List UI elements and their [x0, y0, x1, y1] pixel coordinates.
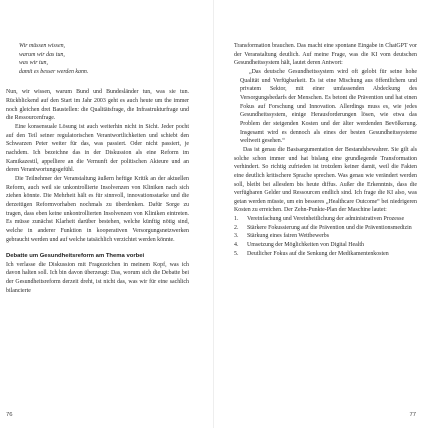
body-paragraph: Die Teilnehmer der Veranstaltung äußern heftige Kritik an der aktuellen Reform, auch weil sie unkontrollierte Insolvenzen von Kliniken nach sich ziehen könnte. Die Mehrheit hält es für sinnvoll, innovationsstarke und die derzeitigen Reformvorhaben nochmals zu überdenken. Dafür Sorge zu tragen, dass eben keine unkontrollierten Insolvenzen von Kliniken eintreten. Es müsse zunächst Klarheit darüber bestehen, welche künftig nötig sind, welche in anderer Funktion in kooperativen Versorgungsnetzwerken gebraucht werden und auf welche tatsächlich verzichtet werden könnte. [6, 175, 189, 243]
body-paragraph: Eine konsensuale Lösung ist auch weiterhin nicht in Sicht. Jeder pocht auf den Teil seiner regulatorischen Verantwortlichkeiten und schiebt den Schwarzen Peter weiter für das, was passiert. Oder nicht passiert, je nachdem. Ich bezeichne das in der Diskussion als eine Reform im Kamikazestil, appelliere an die Vernunft der politischen Akteure und an deren Verantwortungsgefühl. [6, 124, 189, 174]
list-number: 1. [234, 216, 239, 223]
list-item [234, 250, 417, 259]
right-page [214, 0, 428, 428]
body-paragraph: Nun, wir wissen, warum Bund und Bundesländer tun, was sie tun. Rückblickend auf den Start im Jahr 2003 geht es auch heute um the immer noch gleichen drei Baustellen: die Qualitätsfrage, die Infrastrukturfrage und die Ressourcenfrage. [6, 89, 189, 122]
list-text: Deutlicher Fokus auf die Senkung der Medikamentenkosten [247, 250, 389, 257]
poem-line: Wir müssen wissen, [19, 43, 65, 49]
list-item [234, 232, 417, 241]
list-text: Stärkere Fokussierung auf die Prävention und die Präventionsmedizin [247, 224, 412, 231]
poem-line: warum wir das tun, [19, 51, 65, 58]
epigraph-poem [19, 42, 189, 76]
ai-quote: „Das deutsche Gesundheitssystem wird oft gelobt für seine hohe Qualität und Verfügbarkeit. Es ist eine Mischung aus öffentlichem und privatem Sektor, mit einer umfassenden Abdeckung des Versorgungsbedarfs der Menschen. Es betont die Prävention und hat einen Fokus auf Forschung und Innovation. Allerdings muss es, wie jedes Gesundheitssystem, einige Herausforderungen lösen, wie etwa das Problem der steigenden Kosten und der älter werdenden Bevölkerung. Insgesamt wird es dennoch als eines der besten Gesundheitssysteme weltweit gesehen.“ [240, 68, 417, 145]
right-text-column [234, 42, 417, 258]
list-number: 5. [234, 250, 239, 257]
poem-line: damit es besser werden kann. [19, 68, 89, 75]
body-paragraph: Ich verlasse die Diskussion mit Fragezeichen in meinem Kopf, was ich davon halten soll. Ich bin davon überzeugt: Das, worum sich die Debatte bei der Gesundheitsreform derzeit dreht, ist nicht das, was wir für eine sachlich bilancierte [6, 261, 189, 294]
list-item [234, 224, 417, 233]
list-text: Vereinfachung und Vereinheitlichung der administrativen Prozesse [247, 216, 405, 223]
body-paragraph: Transformation brauchen. Das macht eine spontane Eingabe in ChatGPT vor der Veranstaltung deutlich. Auf meine Frage, was die KI vom deutschen Gesundheitssystem hält, lautet deren Antwort: [234, 43, 417, 67]
page-number: 76 [6, 412, 13, 418]
list-text: Umsetzung der Möglichkeiten von Digital Health [247, 242, 364, 249]
list-number: 3. [234, 233, 239, 240]
ten-point-plan-list [234, 215, 417, 258]
section-heading: Debatte um Gesundheitsreform am Thema vorbei [6, 253, 145, 260]
list-item [234, 241, 417, 250]
left-text-column [6, 42, 189, 295]
poem-line: was wir tun, [19, 60, 48, 67]
list-item [234, 215, 417, 224]
list-text: Stärkung eines fairen Wettbewerbs [247, 233, 330, 240]
page-number: 77 [409, 412, 416, 418]
body-paragraph: Das ist genau die Basisargumentation der Bestandsbewahrer. Sie gilt als solche schon immer und hat bislang eine grundlegende Transformation verhindert. So richtig zufrieden ist trotzdem keiner damit, weil die Fakten eine deutlich kritischere Sprache sprechen. Was genau wie verändert werden soll, bleibt bei allesdem bis heute diffus. Außer die Erkenntnis, dass die verfügbaren Gelder und Ressourcen endlich sind. Ich frage die KI also, was getan werden müsste, um ein besseres „Healthcare Outcome“ bei niedrigeren Kosten zu erreichen. Der Zehn-Punkte-Plan der Maschine lautet: [234, 146, 417, 214]
list-number: 4. [234, 242, 239, 249]
list-number: 2. [234, 224, 239, 231]
